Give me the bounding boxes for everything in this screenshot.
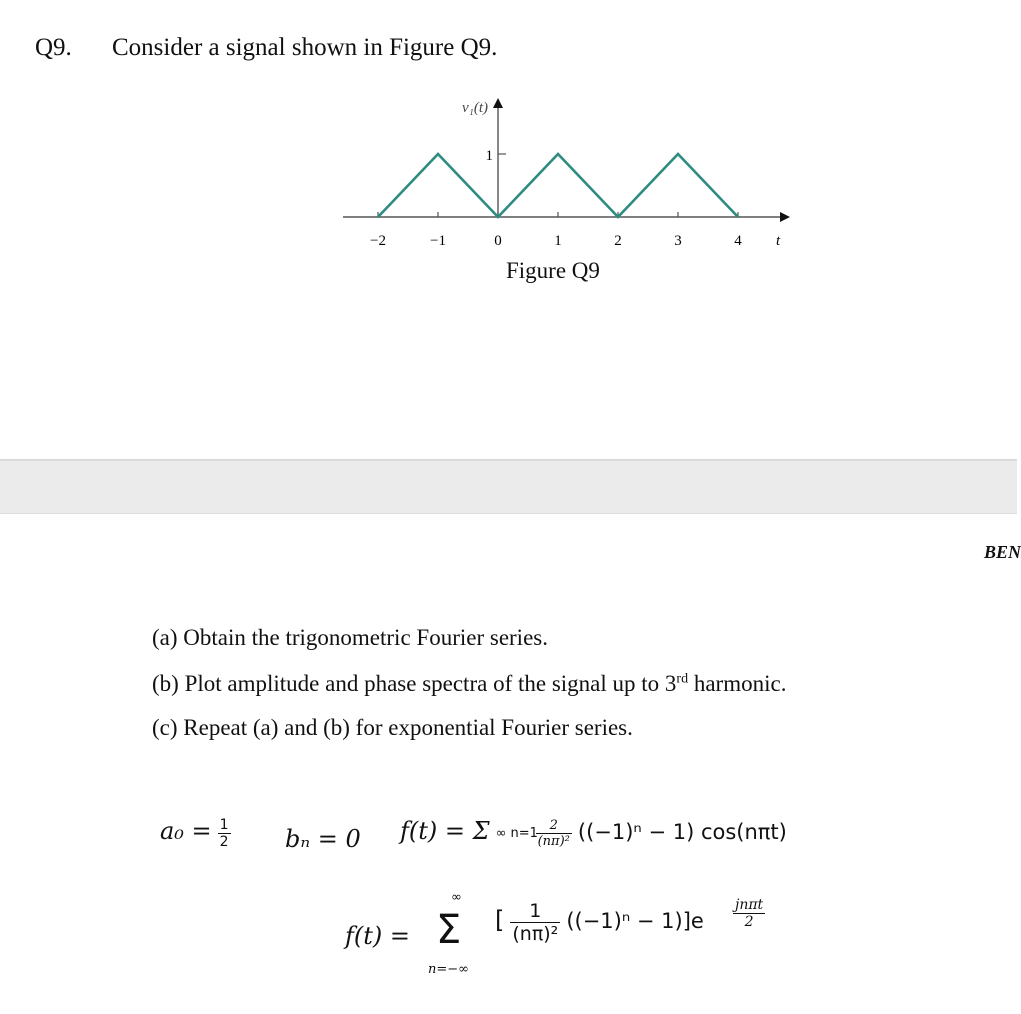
exp-sum-bottom: n=−∞ — [428, 962, 469, 977]
a0-fraction — [218, 817, 231, 850]
a0-lhs: a₀ = — [160, 817, 212, 846]
trig-fraction — [536, 818, 572, 849]
x-tick-label: 0 — [494, 233, 502, 249]
part-a: (a) Obtain the trigonometric Fourier series. — [152, 625, 548, 650]
bn-equation: bₙ = 0 — [285, 825, 361, 853]
question-number: Q9. — [35, 34, 72, 61]
exp-rest: ((−1)ⁿ − 1)]e — [566, 909, 704, 934]
exp-term — [495, 900, 704, 945]
exp-bracket: [ — [495, 906, 505, 935]
x-tick-label: −1 — [430, 233, 446, 249]
exp-sum-symbol: Σ — [436, 907, 462, 953]
part-b-text: (b) Plot amplitude and phase spectra of the signal up to 3 — [152, 671, 677, 696]
part-b-sup: rd — [676, 671, 689, 687]
x-tick-label: 3 — [674, 233, 682, 249]
trig-rest: ((−1)ⁿ − 1) cos(nπt) — [577, 820, 787, 844]
y-axis-label: v₁(t) — [461, 100, 488, 116]
x-tick-label: 4 — [734, 233, 742, 249]
x-axis-label: t — [776, 233, 781, 249]
question-text: Consider a signal shown in Figure Q9. — [112, 34, 498, 61]
x-tick-label: −2 — [370, 233, 386, 249]
exp-sum-top: ∞ — [451, 890, 462, 905]
exp-numerator: 1 — [510, 900, 560, 923]
exp-denominator: (nπ)² — [512, 923, 559, 945]
trig-sum-limits: ∞ n=1 — [495, 825, 538, 841]
x-tick-label: 2 — [614, 233, 622, 249]
a0-denominator: 2 — [219, 834, 229, 850]
part-b-tail: harmonic. — [688, 671, 787, 696]
exp-power-numerator: jnπt — [735, 897, 764, 913]
part-b — [152, 671, 786, 697]
exp-lhs: f(t) = — [345, 922, 410, 950]
trig-denominator: (nπ)² — [537, 833, 570, 849]
part-c: (c) Repeat (a) and (b) for exponential Fourier series. — [152, 715, 633, 740]
exp-power-denominator: 2 — [744, 914, 754, 930]
y-axis-arrow — [493, 98, 503, 108]
figure-q9-chart — [330, 92, 790, 262]
figure-caption: Figure Q9 — [506, 258, 600, 283]
a0-numerator: 1 — [219, 817, 229, 833]
exp-power — [733, 897, 765, 930]
trig-lhs: f(t) = Σ — [400, 817, 490, 845]
header-fragment: BEN — [984, 542, 1021, 562]
y-tick-label: 1 — [485, 148, 493, 164]
trig-numerator: 2 — [536, 818, 572, 834]
signal-line — [378, 154, 738, 217]
x-axis-arrow — [780, 212, 790, 222]
trig-series-equation — [400, 817, 787, 849]
x-tick-label: 1 — [554, 233, 562, 249]
a0-equation — [160, 817, 231, 850]
page-separator-band — [0, 459, 1017, 514]
exp-fraction — [510, 900, 560, 945]
